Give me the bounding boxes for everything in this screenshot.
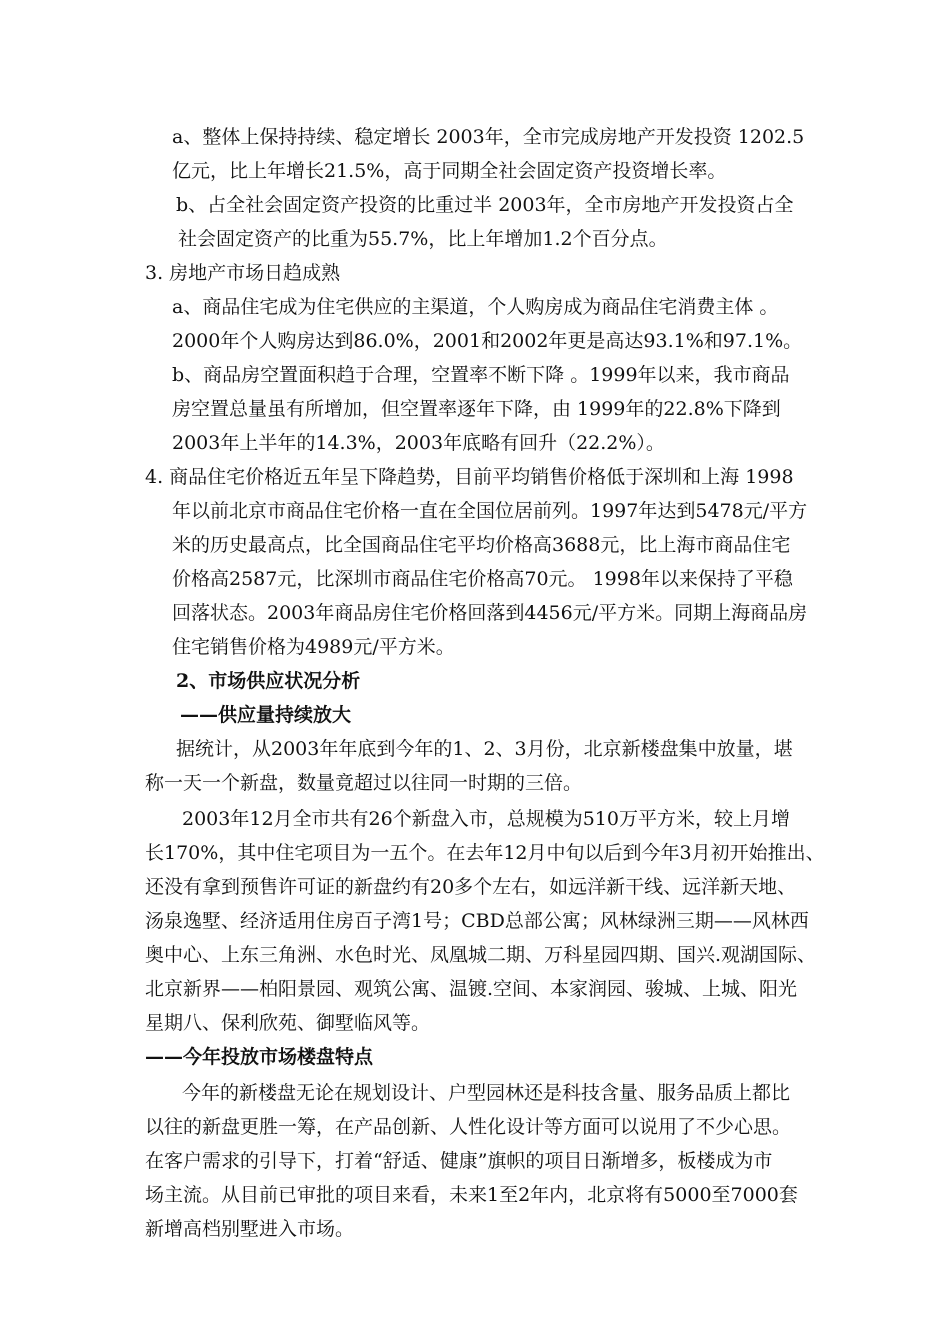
text-line: 回落状态。2003年商品房住宅价格回落到4456元/平方米。同期上海商品房 — [172, 602, 808, 624]
section-heading: 2、市场供应状况分析 — [176, 670, 361, 692]
subsection-heading: ——供应量持续放大 — [180, 704, 352, 726]
text-line: 社会固定资产的比重为55.7%，比上年增加1.2个百分点。 — [178, 228, 668, 250]
paragraph-line: 汤泉逸墅、经济适用住房百子湾1号；CBD总部公寓；风林绿洲三期——风林西 — [145, 910, 809, 932]
paragraph-line: 在客户需求的引导下，打着“舒适、健康”旗帜的项目日渐增多，板楼成为市 — [145, 1150, 773, 1172]
text-line: 房空置总量虽有所增加，但空置率逐年下降，由 1999年的22.8%下降到 — [172, 398, 781, 420]
list-item-heading: 4. 商品住宅价格近五年呈下降趋势，目前平均销售价格低于深圳和上海 1998 — [145, 466, 794, 488]
paragraph-line: 称一天一个新盘，数量竟超过以往同一时期的三倍。 — [145, 772, 583, 794]
paragraph-line: 长170%，其中住宅项目为一五个。在去年12月中旬以后到今年3月初开始推出、 — [145, 842, 825, 864]
text-line: b、占全社会固定资产投资的比重过半 2003年，全市房地产开发投资占全 — [176, 194, 794, 216]
paragraph-line: 北京新界——柏阳景园、观筑公寓、温镀.空间、本家润园、骏城、上城、阳光 — [145, 978, 798, 1000]
paragraph-line: 今年的新楼盘无论在规划设计、户型园林还是科技含量、服务品质上都比 — [182, 1082, 791, 1104]
paragraph-line: 据统计，从2003年年底到今年的1、2、3月份，北京新楼盘集中放量，堪 — [176, 738, 793, 760]
paragraph-line: 场主流。从目前已审批的项目来看，未来1至2年内，北京将有5000至7000套 — [145, 1184, 798, 1206]
text-line: 年以前北京市商品住宅价格一直在全国位居前列。1997年达到5478元/平方 — [172, 500, 808, 522]
paragraph-line: 新增高档别墅进入市场。 — [145, 1218, 355, 1240]
paragraph-line: 星期八、保利欣苑、御墅临风等。 — [145, 1012, 431, 1034]
paragraph-line: 奥中心、上东三角洲、水色时光、凤凰城二期、万科星园四期、国兴.观湖国际、 — [145, 944, 817, 966]
text-line: 亿元，比上年增长21.5%，高于同期全社会固定资产投资增长率。 — [172, 160, 727, 182]
paragraph-line: 还没有拿到预售许可证的新盘约有20多个左右，如远洋新干线、远洋新天地、 — [145, 876, 797, 898]
subsection-heading: ——今年投放市场楼盘特点 — [145, 1046, 374, 1068]
text-line: a、商品住宅成为住宅供应的主渠道，个人购房成为商品住宅消费主体 。 — [172, 296, 779, 318]
text-line: 价格高2587元，比深圳市商品住宅价格高70元。 1998年以来保持了平稳 — [172, 568, 793, 590]
text-line: 住宅销售价格为4989元/平方米。 — [172, 636, 455, 658]
text-line: 2000年个人购房达到86.0%，2001和2002年更是高达93.1%和97.1%。 — [172, 330, 803, 352]
paragraph-line: 以往的新盘更胜一筹，在产品创新、人性化设计等方面可以说用了不少心思。 — [145, 1116, 792, 1138]
text-line: b、商品房空置面积趋于合理，空置率不断下降 。1999年以来，我市商品 — [172, 364, 790, 386]
list-item-heading: 3. 房地产市场日趋成熟 — [145, 262, 341, 284]
text-line: 2003年上半年的14.3%，2003年底略有回升（22.2%）。 — [172, 432, 665, 454]
paragraph-line: 2003年12月全市共有26个新盘入市，总规模为510万平方米，较上月增 — [182, 808, 790, 830]
text-line: 米的历史最高点，比全国商品住宅平均价格高3688元，比上海市商品住宅 — [172, 534, 791, 556]
text-line: a、整体上保持持续、稳定增长 2003年，全市完成房地产开发投资 1202.5 — [172, 126, 805, 148]
